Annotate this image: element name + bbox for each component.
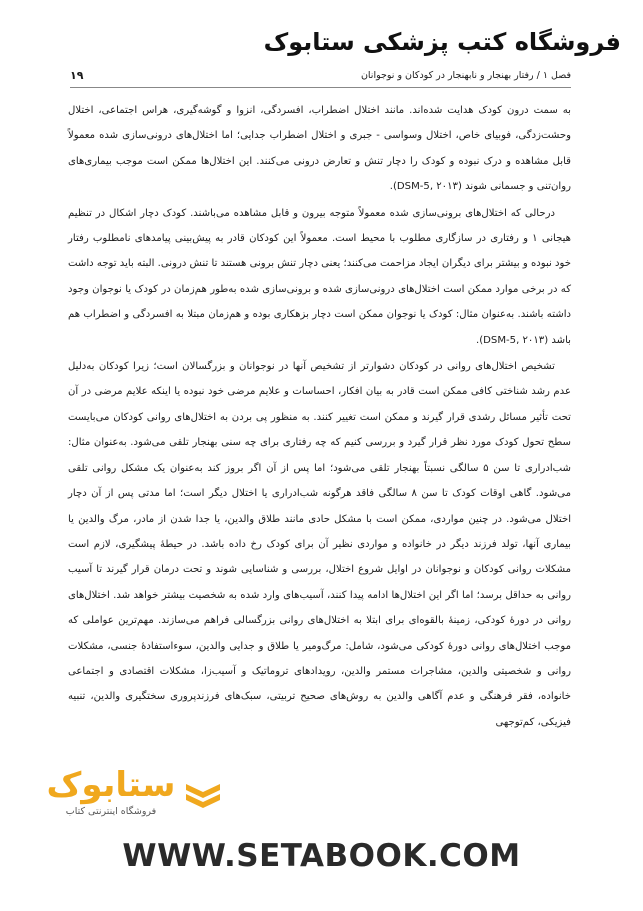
body-text — [68, 98, 571, 736]
running-header — [70, 66, 571, 84]
logo-book-icon — [180, 770, 226, 816]
store-title: فروشگاه کتب پزشکی ستابوک — [263, 28, 621, 56]
chapter-title: فصل ۱ / رفتار بهنجار و نابهنجار در کودکان و نوجوانان — [360, 69, 571, 81]
paragraph-2: درحالی که اختلال‌های برونی‌سازی شده معمولاً متوجه بیرون و قابل مشاهده می‌باشند. کودک دچار اشکال در تنظیم هیجانی ۱ و رفتاری در سازگاری مطلوب با محیط است. معمولاً این کودکان قادر به پیش‌بینی پیامدهای نامطلوب رفتار خود نبوده و بیشتر برای دیگران ایجاد مزاحمت می‌کنند؛ یعنی دچار تنش برونی هستند تا تنش درونی. البته باید توجه داشت که در برخی موارد ممکن است اختلال‌های درونی‌سازی شده و برونی‌سازی شده به‌طور هم‌زمان در کودک یا نوجوان وجود داشته باشند. به‌عنوان مثال: کودک یا نوجوان ممکن است دچار بزهکاری بوده و هم‌زمان مبتلا به افسردگی و اضطراب هم باشد (DSM-5, ۲۰۱۳). — [68, 207, 571, 346]
logo-tagline: فروشگاه اینترنتی کتاب — [65, 806, 157, 817]
site-url: WWW.SETABOOK.COM — [122, 838, 521, 874]
logo-wordmark: ستابوک — [46, 765, 176, 805]
paragraph-1: به سمت درون کودک هدایت شده‌اند. مانند اختلال اضطراب، افسردگی، انزوا و گوشه‌گیری، هراس اجتماعی، اختلال وحشت‌زدگی، فوبیای خاص، اختلال وسواسی - جبری و اختلال اضطراب جدایی؛ اما اختلال‌های درونی‌سازی شده معمولاً قابل مشاهده و درک نبوده و کودک را دچار تنش و تعارض درونی می‌کنند. این اختلال‌ها ممکن است موجب بیماری‌های روان‌تنی و جسمانی شوند (DSM-5, ۲۰۱۳). — [68, 105, 571, 193]
setabook-logo — [16, 760, 206, 822]
header-divider — [70, 87, 571, 88]
page-number: ۱۹ — [70, 68, 84, 82]
paragraph-3: تشخیص اختلال‌های روانی در کودکان دشوارتر از تشخیص آنها در نوجوانان و بزرگسالان است؛ زیرا کودکان به‌دلیل عدم رشد شناختی کافی ممکن است قادر به بیان افکار، احساسات و علایم مرضی خود نبوده یا اینکه علایم مرضی در آن تحت تأثیر مسائل رشدی قرار گیرند و ممکن است تغییر کنند. به منظور پی بردن به اختلال‌های روانی کودکان می‌بایست سطح تحول کودک مورد نظر قرار گیرد و بررسی کنیم که چه رفتاری برای چه سنی بهنجار تلقی می‌شود. به‌عنوان مثال: شب‌ادراری تا سن ۵ سالگی نسبتاً بهنجار تلقی می‌شود؛ اما پس از آن اگر بروز کند به‌عنوان یک مشکل روانی تلقی می‌شود. گاهی اوقات کودک تا سن ۸ سالگی فاقد هرگونه شب‌ادراری یا اختلال دیگر است؛ اما مدتی پس از آن دچار اختلال می‌شود. در چنین مواردی، ممکن است با مشکل حادی مانند طلاق والدین، یا جدا شدن از مادر، مرگ والدین یا بیماری آنها، تولد فرزند دیگر در خانواده و مواردی نظیر آن برای کودک رخ داده باشد. در حیطهٔ پیشگیری، لازم است مشکلات روانی کودکان و نوجوانان در اوایل شروع اختلال، بررسی و شناسایی شوند و تحت درمان قرار گیرند تا آسیب روانی به حداقل برسد؛ اما اگر این اختلال‌ها ادامه پیدا کنند، آسیب‌های وارد شده به شخصیت بیشتر خواهد شد. اختلال‌های روانی در دورهٔ کودکی، زمینهٔ بالقوه‌ای برای ابتلا به اختلال‌های روانی بزرگسالی فراهم می‌سازند. مهم‌ترین عواملی که موجب اختلال‌های روانی دورهٔ کودکی می‌شود، شامل: مرگ‌ومیر یا طلاق و جدایی والدین، سوءاستفادهٔ جنسی، مشکلات روانی و شخصیتی والدین، مشاجرات مستمر والدین، رویدادهای تروماتیک و آسیب‌زا، مشکلات اقتصادی و اجتماعی خانواده، فقر فرهنگی و عدم آگاهی والدین به روش‌های صحیح تربیتی، سبک‌های فرزندپروری سختگیری والدین، تنبیه فیزیکی، کم‌توجهی — [68, 361, 571, 728]
